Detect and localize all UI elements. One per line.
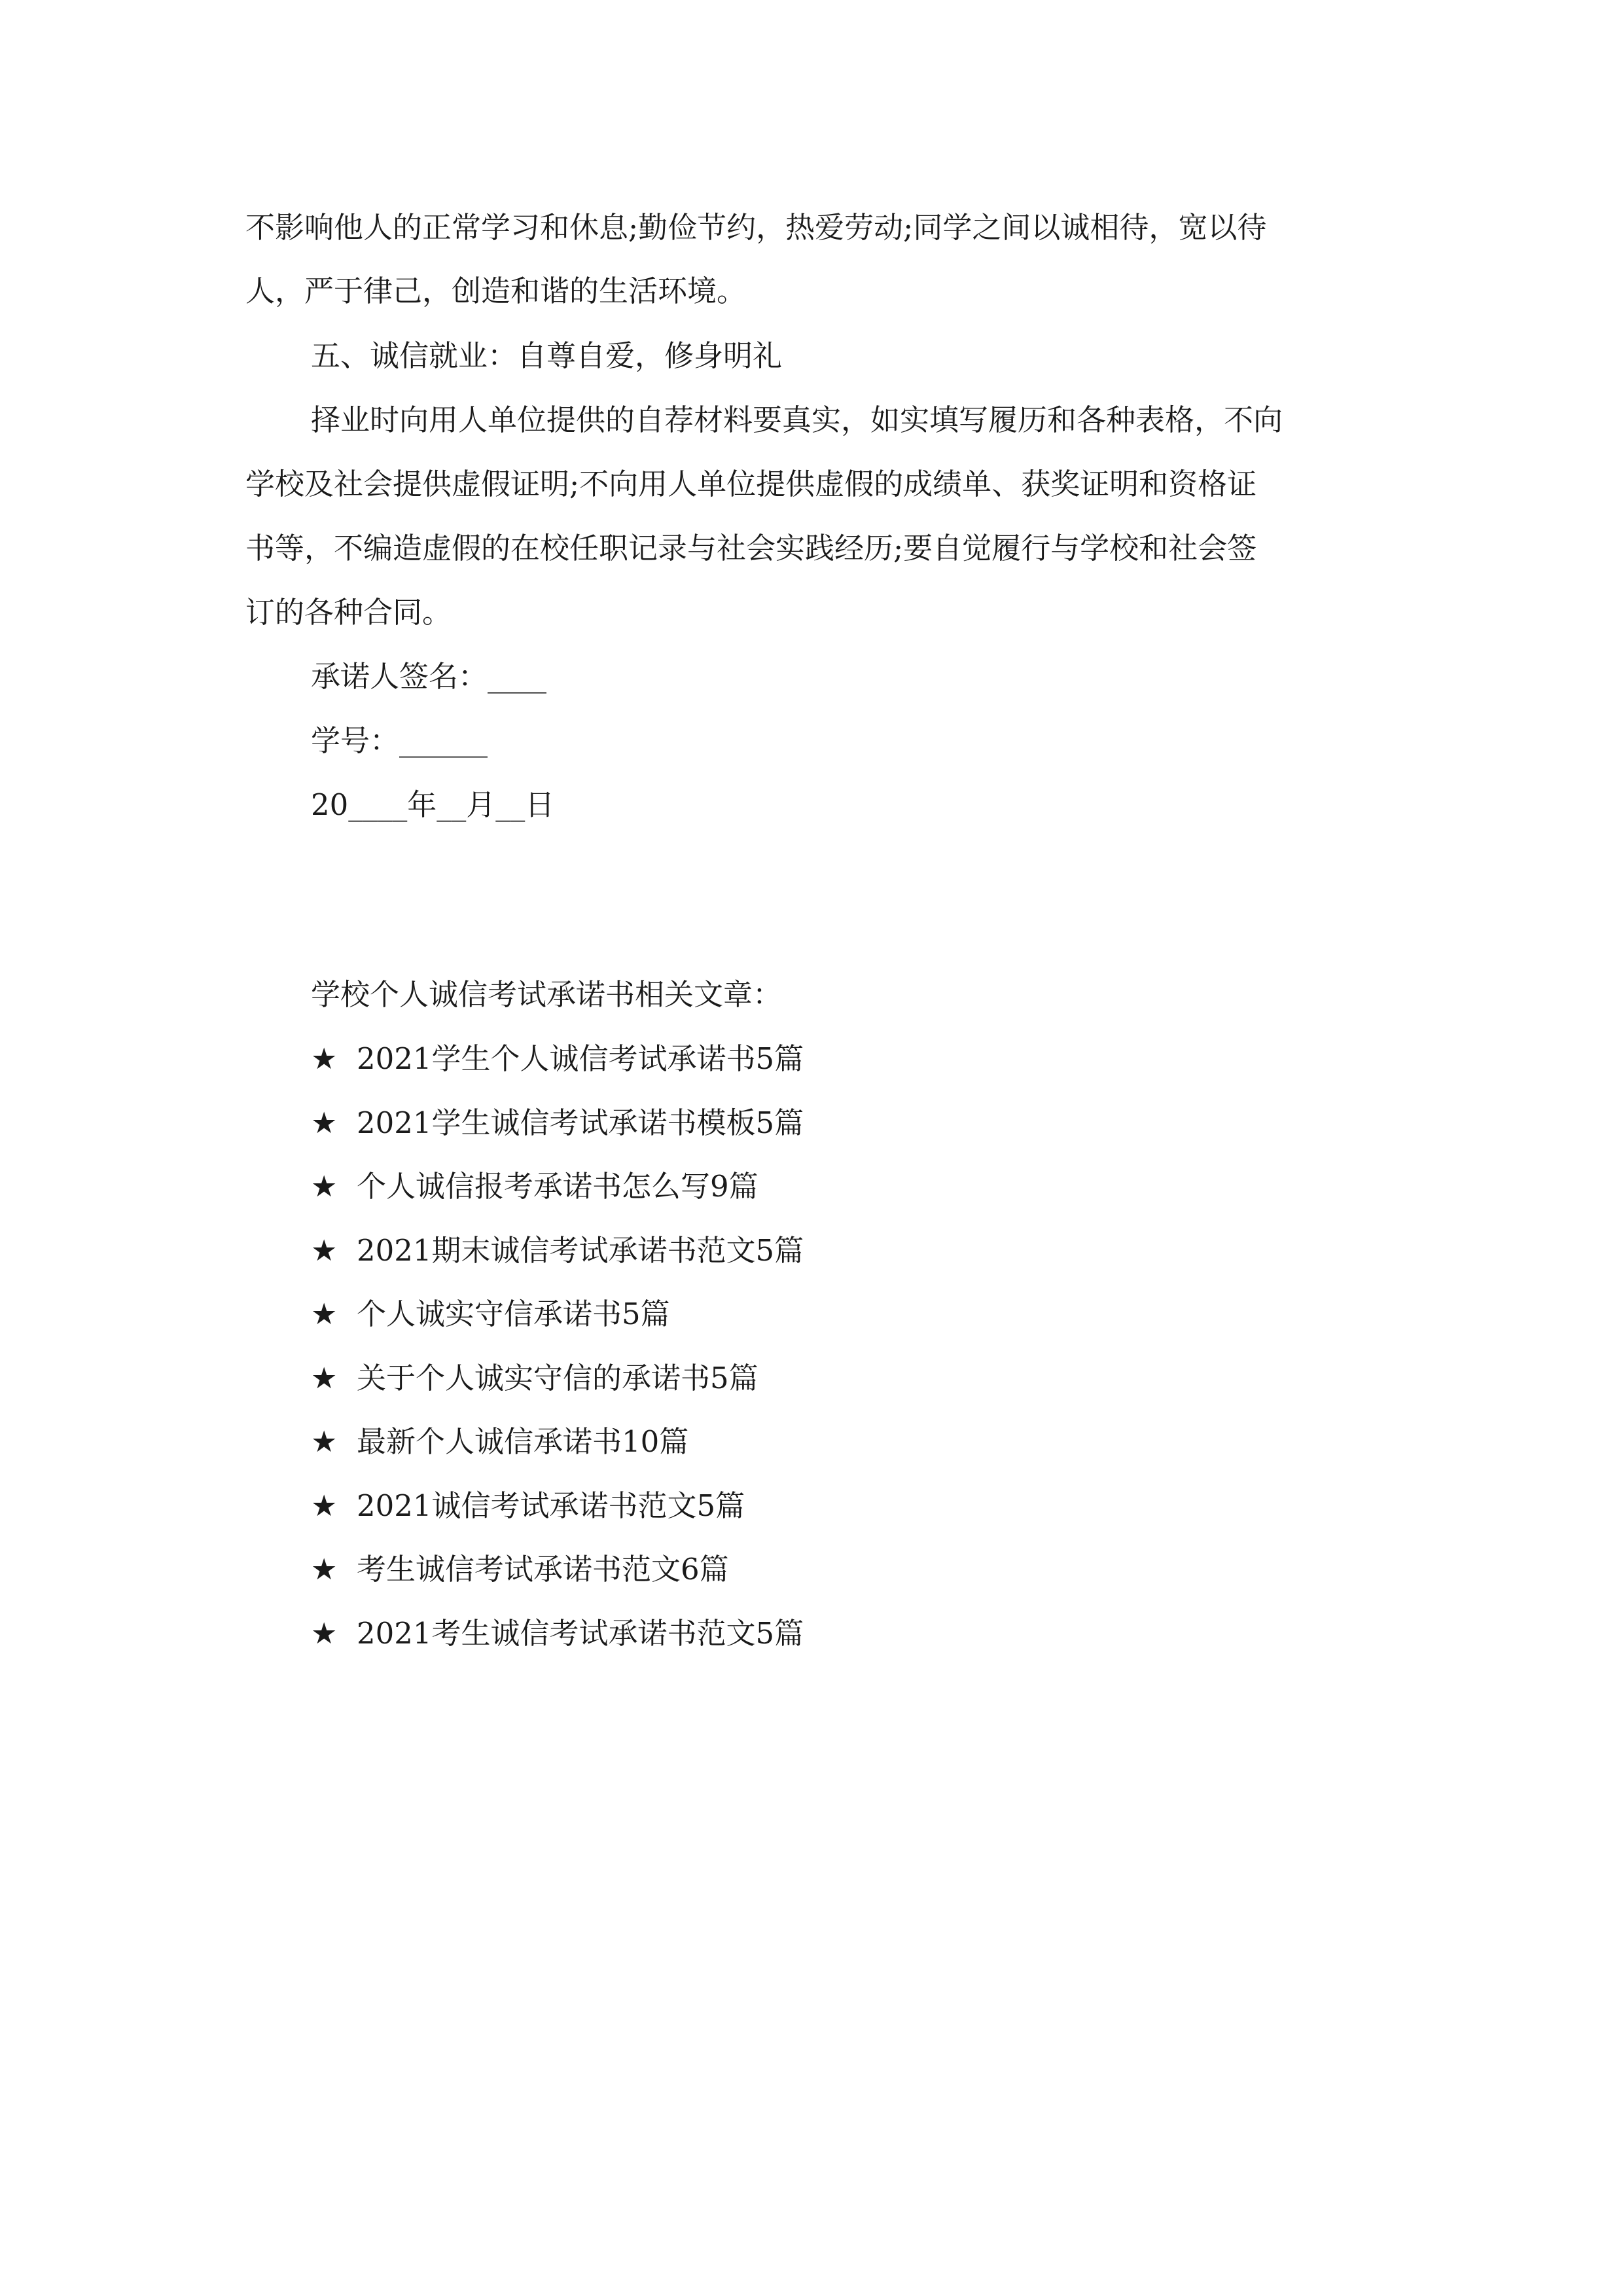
star-icon: ★ — [311, 1232, 338, 1268]
star-icon: ★ — [311, 1424, 338, 1459]
related-article-title: 最新个人诚信承诺书10篇 — [357, 1424, 689, 1459]
paragraph-2-line-1: 择业时向用人单位提供的自荐材料要真实，如实填写履历和各种表格，不向 — [311, 403, 1283, 437]
date-line: 20____年__月__日 — [311, 787, 555, 822]
related-article-link[interactable] — [311, 1359, 758, 1398]
paragraph-1-line-2: 人，严于律己，创造和谐的生活环境。 — [245, 274, 747, 308]
related-article-title: 个人诚实守信承诺书5篇 — [357, 1297, 670, 1331]
related-article-link[interactable] — [311, 1167, 758, 1206]
paragraph-2-line-3: 书等，不编造虚假的在校任职记录与社会实践经历;要自觉履行与学校和社会签 — [245, 531, 1257, 565]
star-icon: ★ — [311, 1169, 338, 1204]
related-article-link[interactable] — [311, 1422, 688, 1462]
related-article-title: 2021诚信考试承诺书范文5篇 — [357, 1488, 745, 1523]
related-article-link[interactable] — [311, 1550, 729, 1589]
related-article-link[interactable] — [311, 1103, 804, 1143]
paragraph-1-line-1: 不影响他人的正常学习和休息;勤俭节约，热爱劳动;同学之间以诚相待，宽以待 — [245, 210, 1267, 245]
related-article-link[interactable] — [311, 1486, 745, 1526]
star-icon: ★ — [311, 1360, 338, 1395]
related-articles-title: 学校个人诚信考试承诺书相关文章： — [311, 977, 783, 1012]
student-id-line: 学号：______ — [311, 723, 488, 758]
related-article-title: 关于个人诚实守信的承诺书5篇 — [357, 1360, 758, 1395]
star-icon: ★ — [311, 1041, 338, 1076]
star-icon: ★ — [311, 1615, 338, 1651]
paragraph-2-line-4: 订的各种合同。 — [245, 595, 452, 630]
star-icon: ★ — [311, 1552, 338, 1587]
star-icon: ★ — [311, 1297, 338, 1331]
related-article-link[interactable] — [311, 1039, 804, 1079]
related-article-title: 个人诚信报考承诺书怎么写9篇 — [357, 1169, 758, 1204]
related-article-title: 考生诚信考试承诺书范文6篇 — [357, 1552, 729, 1587]
related-article-title: 2021期末诚信考试承诺书范文5篇 — [357, 1232, 804, 1268]
related-article-link[interactable] — [311, 1295, 670, 1334]
related-article-link[interactable] — [311, 1231, 804, 1270]
related-article-link[interactable] — [311, 1614, 804, 1653]
related-article-title: 2021考生诚信考试承诺书范文5篇 — [357, 1615, 804, 1651]
related-article-title: 2021学生个人诚信考试承诺书5篇 — [357, 1041, 804, 1076]
paragraph-2-line-2: 学校及社会提供虚假证明;不向用人单位提供虚假的成绩单、获奖证明和资格证 — [245, 467, 1257, 501]
signature-line: 承诺人签名：____ — [311, 659, 547, 694]
section-heading-5: 五、诚信就业：自尊自爱，修身明礼 — [311, 338, 783, 373]
star-icon: ★ — [311, 1105, 338, 1140]
star-icon: ★ — [311, 1488, 338, 1523]
related-article-title: 2021学生诚信考试承诺书模板5篇 — [357, 1105, 804, 1140]
